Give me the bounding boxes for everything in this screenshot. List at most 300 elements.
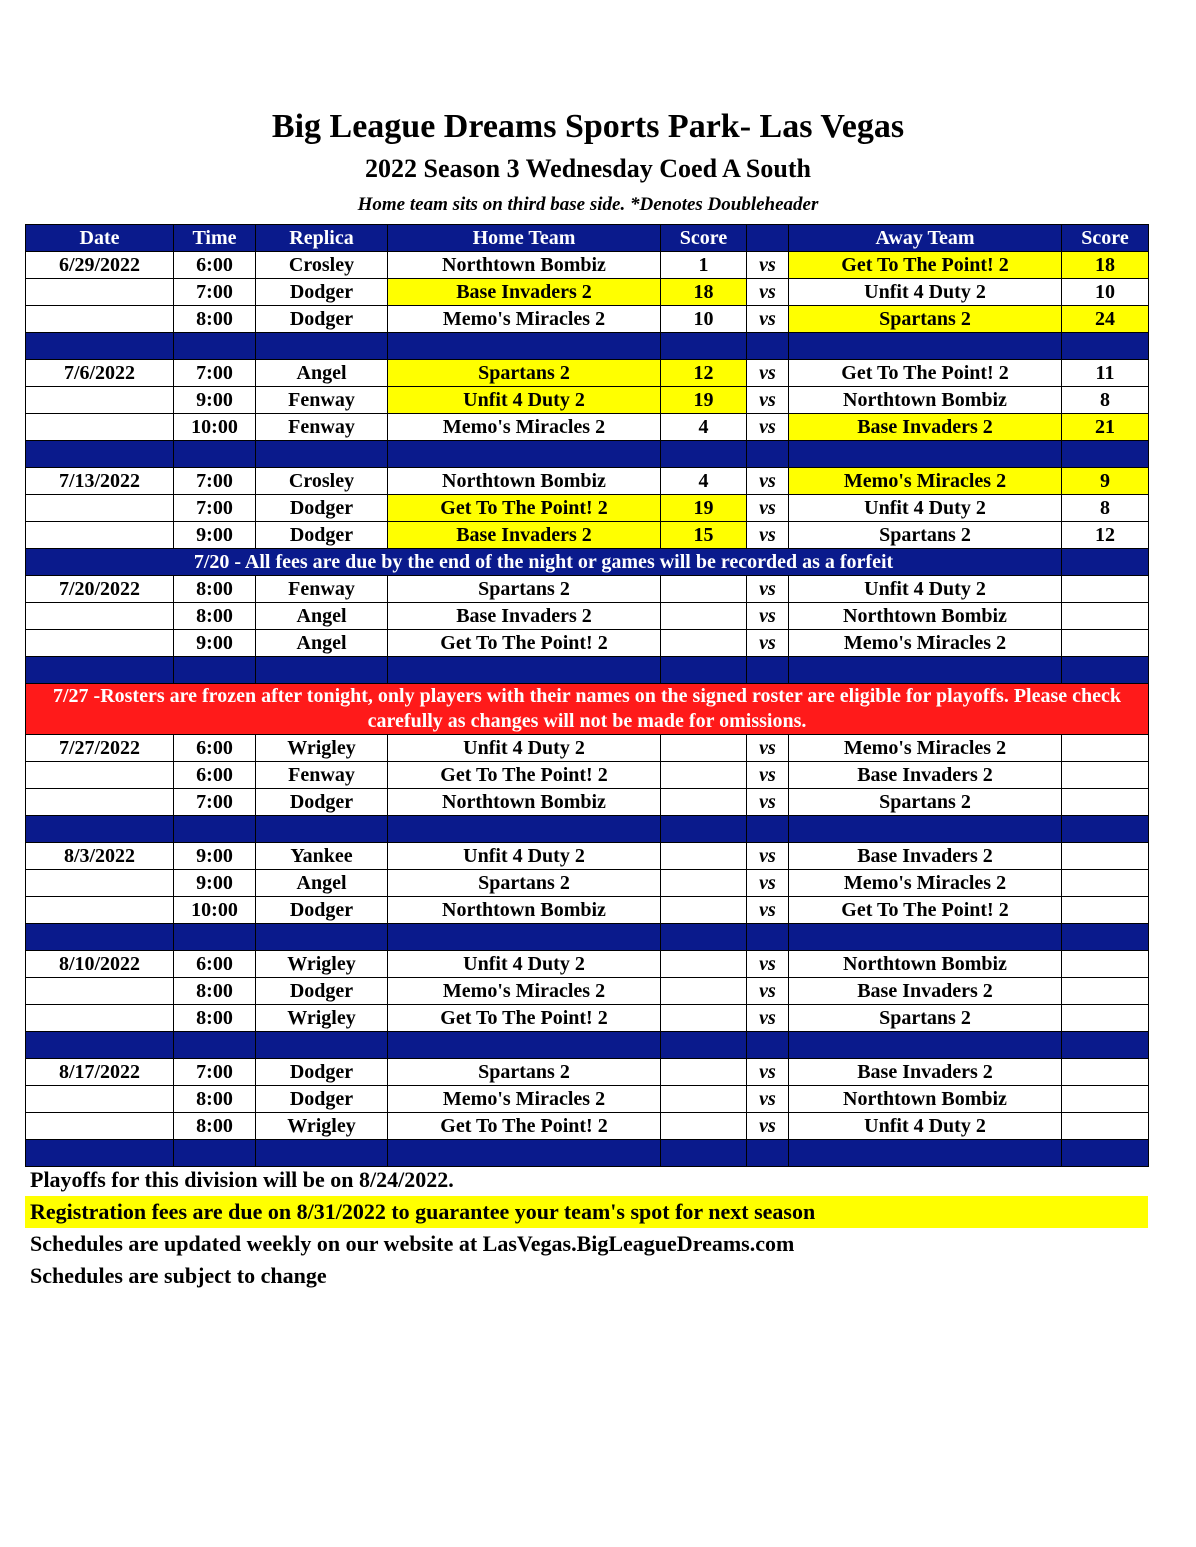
- notice-banner: 7/20 - All fees are due by the end of the night or games will be recorded as a forfeit: [26, 549, 1062, 576]
- game-row: [26, 414, 1149, 441]
- vs-label: vs: [747, 897, 789, 924]
- home-score: 4: [661, 414, 747, 441]
- home-score: [661, 603, 747, 630]
- separator-cell: [747, 657, 789, 684]
- game-date: [26, 306, 174, 333]
- game-row: [26, 468, 1149, 495]
- home-score: [661, 762, 747, 789]
- game-field: Yankee: [256, 843, 388, 870]
- home-team: Memo's Miracles 2: [388, 306, 661, 333]
- vs-label: vs: [747, 252, 789, 279]
- game-time: 7:00: [174, 279, 256, 306]
- away-team: Spartans 2: [789, 1005, 1062, 1032]
- separator-cell: [1062, 816, 1149, 843]
- home-score: 4: [661, 468, 747, 495]
- page-subtitle: 2022 Season 3 Wednesday Coed A South: [365, 154, 811, 183]
- game-time: 9:00: [174, 870, 256, 897]
- game-date: 8/17/2022: [26, 1059, 174, 1086]
- separator-cell: [747, 333, 789, 360]
- separator-cell: [661, 333, 747, 360]
- separator-cell: [661, 1032, 747, 1059]
- game-row: [26, 1059, 1149, 1086]
- registration-note: Registration fees are due on 8/31/2022 to guarantee your team's spot for next season: [25, 1196, 1148, 1228]
- home-team: Spartans 2: [388, 360, 661, 387]
- separator-cell: [174, 657, 256, 684]
- game-time: 8:00: [174, 306, 256, 333]
- vs-label: vs: [747, 522, 789, 549]
- vs-label: vs: [747, 843, 789, 870]
- separator-cell: [1062, 657, 1149, 684]
- game-date: [26, 1113, 174, 1140]
- col-header-time: Time: [174, 225, 256, 252]
- vs-label: vs: [747, 735, 789, 762]
- banner-empty-cell: [1062, 549, 1149, 576]
- game-field: Crosley: [256, 468, 388, 495]
- game-time: 9:00: [174, 843, 256, 870]
- home-team: Spartans 2: [388, 576, 661, 603]
- vs-label: vs: [747, 951, 789, 978]
- col-header-away-team: Away Team: [789, 225, 1062, 252]
- game-time: 6:00: [174, 252, 256, 279]
- game-date: 7/20/2022: [26, 576, 174, 603]
- home-team: Unfit 4 Duty 2: [388, 735, 661, 762]
- game-row: [26, 279, 1149, 306]
- game-date: [26, 978, 174, 1005]
- away-score: 24: [1062, 306, 1149, 333]
- website-note: Schedules are updated weekly on our website at LasVegas.BigLeagueDreams.com: [30, 1231, 795, 1256]
- home-score: [661, 843, 747, 870]
- home-team: Northtown Bombiz: [388, 897, 661, 924]
- game-date: [26, 414, 174, 441]
- game-time: 6:00: [174, 762, 256, 789]
- home-score: [661, 735, 747, 762]
- vs-label: vs: [747, 306, 789, 333]
- separator-cell: [661, 1140, 747, 1167]
- separator-cell: [26, 1032, 174, 1059]
- game-row: [26, 897, 1149, 924]
- game-row: [26, 252, 1149, 279]
- home-score: 19: [661, 387, 747, 414]
- separator-cell: [256, 924, 388, 951]
- game-time: 9:00: [174, 522, 256, 549]
- separator-cell: [26, 816, 174, 843]
- game-date: [26, 789, 174, 816]
- separator-cell: [174, 816, 256, 843]
- roster-alert: 7/27 -Rosters are frozen after tonight, only players with their names on the signed roster are eligible for playoffs. Please check carefully as changes will not be made for omissions.: [26, 684, 1149, 735]
- game-row: [26, 1005, 1149, 1032]
- game-field: Dodger: [256, 897, 388, 924]
- separator-cell: [789, 1032, 1062, 1059]
- game-date: [26, 1005, 174, 1032]
- home-score: [661, 1086, 747, 1113]
- vs-label: vs: [747, 279, 789, 306]
- game-time: 6:00: [174, 735, 256, 762]
- home-score: [661, 951, 747, 978]
- game-row: [26, 576, 1149, 603]
- away-team: Memo's Miracles 2: [789, 735, 1062, 762]
- game-date: [26, 279, 174, 306]
- home-team: Northtown Bombiz: [388, 252, 661, 279]
- away-team: Memo's Miracles 2: [789, 468, 1062, 495]
- game-field: Angel: [256, 360, 388, 387]
- game-time: 8:00: [174, 1113, 256, 1140]
- vs-label: vs: [747, 414, 789, 441]
- separator-cell: [789, 441, 1062, 468]
- game-date: [26, 495, 174, 522]
- home-score: 10: [661, 306, 747, 333]
- separator-cell: [388, 657, 661, 684]
- separator-cell: [789, 1140, 1062, 1167]
- table-header-row: [26, 225, 1149, 252]
- away-score: 18: [1062, 252, 1149, 279]
- away-team: Base Invaders 2: [789, 978, 1062, 1005]
- game-field: Dodger: [256, 1086, 388, 1113]
- away-score: [1062, 1086, 1149, 1113]
- separator-cell: [789, 816, 1062, 843]
- home-team: Base Invaders 2: [388, 279, 661, 306]
- home-team: Get To The Point! 2: [388, 1113, 661, 1140]
- vs-label: vs: [747, 1005, 789, 1032]
- away-team: Unfit 4 Duty 2: [789, 1113, 1062, 1140]
- game-field: Dodger: [256, 522, 388, 549]
- vs-label: vs: [747, 576, 789, 603]
- game-field: Dodger: [256, 495, 388, 522]
- home-team: Unfit 4 Duty 2: [388, 951, 661, 978]
- away-score: [1062, 1005, 1149, 1032]
- separator-row: [26, 1140, 1149, 1167]
- game-field: Fenway: [256, 414, 388, 441]
- separator-cell: [661, 657, 747, 684]
- game-field: Fenway: [256, 762, 388, 789]
- game-time: 8:00: [174, 603, 256, 630]
- col-header-date: Date: [26, 225, 174, 252]
- home-score: 15: [661, 522, 747, 549]
- separator-cell: [174, 1032, 256, 1059]
- game-row: [26, 1086, 1149, 1113]
- schedule-body: [26, 252, 1149, 1167]
- vs-label: vs: [747, 1059, 789, 1086]
- game-time: 6:00: [174, 951, 256, 978]
- away-team: Unfit 4 Duty 2: [789, 495, 1062, 522]
- notice-banner-row: [26, 549, 1149, 576]
- home-score: [661, 978, 747, 1005]
- separator-cell: [1062, 1140, 1149, 1167]
- away-score: [1062, 576, 1149, 603]
- home-team: Memo's Miracles 2: [388, 1086, 661, 1113]
- separator-cell: [26, 1140, 174, 1167]
- home-team: Memo's Miracles 2: [388, 978, 661, 1005]
- separator-cell: [789, 657, 1062, 684]
- away-team: Get To The Point! 2: [789, 897, 1062, 924]
- separator-cell: [661, 441, 747, 468]
- separator-cell: [388, 333, 661, 360]
- away-team: Get To The Point! 2: [789, 360, 1062, 387]
- game-time: 7:00: [174, 360, 256, 387]
- game-row: [26, 978, 1149, 1005]
- away-score: [1062, 735, 1149, 762]
- game-field: Dodger: [256, 306, 388, 333]
- vs-label: vs: [747, 978, 789, 1005]
- away-score: 21: [1062, 414, 1149, 441]
- page-title: Big League Dreams Sports Park- Las Vegas: [271, 108, 905, 145]
- separator-row: [26, 657, 1149, 684]
- separator-cell: [388, 924, 661, 951]
- col-header-away-score: Score: [1062, 225, 1149, 252]
- away-score: [1062, 762, 1149, 789]
- vs-label: vs: [747, 468, 789, 495]
- separator-cell: [747, 924, 789, 951]
- col-header-home-score: Score: [661, 225, 747, 252]
- separator-cell: [174, 1140, 256, 1167]
- separator-cell: [661, 816, 747, 843]
- game-row: [26, 789, 1149, 816]
- away-team: Base Invaders 2: [789, 1059, 1062, 1086]
- home-score: [661, 897, 747, 924]
- away-score: [1062, 603, 1149, 630]
- game-row: [26, 495, 1149, 522]
- game-field: Wrigley: [256, 951, 388, 978]
- game-time: 7:00: [174, 789, 256, 816]
- home-team: Memo's Miracles 2: [388, 414, 661, 441]
- away-score: 8: [1062, 495, 1149, 522]
- home-score: [661, 576, 747, 603]
- game-field: Crosley: [256, 252, 388, 279]
- vs-label: vs: [747, 762, 789, 789]
- game-time: 9:00: [174, 387, 256, 414]
- away-team: Base Invaders 2: [789, 762, 1062, 789]
- game-time: 8:00: [174, 576, 256, 603]
- separator-cell: [747, 1032, 789, 1059]
- away-score: [1062, 789, 1149, 816]
- home-score: [661, 630, 747, 657]
- away-score: [1062, 978, 1149, 1005]
- away-score: [1062, 1113, 1149, 1140]
- home-team: Get To The Point! 2: [388, 630, 661, 657]
- home-score: [661, 1059, 747, 1086]
- separator-cell: [1062, 924, 1149, 951]
- game-field: Angel: [256, 603, 388, 630]
- home-team: Northtown Bombiz: [388, 789, 661, 816]
- game-date: 7/27/2022: [26, 735, 174, 762]
- away-team: Unfit 4 Duty 2: [789, 279, 1062, 306]
- away-score: 12: [1062, 522, 1149, 549]
- home-team: Unfit 4 Duty 2: [388, 843, 661, 870]
- game-row: [26, 735, 1149, 762]
- separator-cell: [747, 816, 789, 843]
- home-score: 18: [661, 279, 747, 306]
- game-date: [26, 1086, 174, 1113]
- separator-cell: [256, 441, 388, 468]
- away-score: 8: [1062, 387, 1149, 414]
- vs-label: vs: [747, 495, 789, 522]
- game-date: 7/13/2022: [26, 468, 174, 495]
- separator-row: [26, 816, 1149, 843]
- game-row: [26, 306, 1149, 333]
- vs-label: vs: [747, 1086, 789, 1113]
- game-date: 7/6/2022: [26, 360, 174, 387]
- home-team: Base Invaders 2: [388, 603, 661, 630]
- game-date: [26, 762, 174, 789]
- separator-cell: [174, 333, 256, 360]
- game-date: 8/10/2022: [26, 951, 174, 978]
- schedule-table: [25, 224, 1149, 1167]
- home-team: Get To The Point! 2: [388, 495, 661, 522]
- separator-cell: [1062, 441, 1149, 468]
- game-date: [26, 870, 174, 897]
- separator-cell: [174, 924, 256, 951]
- game-field: Wrigley: [256, 1005, 388, 1032]
- separator-cell: [26, 924, 174, 951]
- away-team: Spartans 2: [789, 789, 1062, 816]
- game-field: Fenway: [256, 576, 388, 603]
- game-field: Fenway: [256, 387, 388, 414]
- separator-cell: [388, 1140, 661, 1167]
- separator-cell: [789, 333, 1062, 360]
- game-field: Wrigley: [256, 735, 388, 762]
- away-team: Memo's Miracles 2: [789, 630, 1062, 657]
- game-row: [26, 522, 1149, 549]
- game-date: 8/3/2022: [26, 843, 174, 870]
- vs-label: vs: [747, 603, 789, 630]
- game-row: [26, 1113, 1149, 1140]
- home-score: 1: [661, 252, 747, 279]
- header-note: Home team sits on third base side. *Denotes Doubleheader: [357, 194, 819, 215]
- away-team: Spartans 2: [789, 306, 1062, 333]
- away-team: Spartans 2: [789, 522, 1062, 549]
- separator-cell: [26, 441, 174, 468]
- away-score: 9: [1062, 468, 1149, 495]
- separator-row: [26, 333, 1149, 360]
- home-team: Spartans 2: [388, 1059, 661, 1086]
- game-field: Angel: [256, 630, 388, 657]
- game-row: [26, 360, 1149, 387]
- game-time: 10:00: [174, 897, 256, 924]
- away-team: Base Invaders 2: [789, 843, 1062, 870]
- game-field: Angel: [256, 870, 388, 897]
- col-header-replica: Replica: [256, 225, 388, 252]
- away-score: [1062, 1059, 1149, 1086]
- home-team: Base Invaders 2: [388, 522, 661, 549]
- separator-cell: [256, 657, 388, 684]
- game-time: 7:00: [174, 468, 256, 495]
- separator-cell: [661, 924, 747, 951]
- home-score: [661, 1113, 747, 1140]
- game-date: [26, 630, 174, 657]
- separator-cell: [388, 441, 661, 468]
- separator-cell: [256, 333, 388, 360]
- home-score: 19: [661, 495, 747, 522]
- col-header-vs: [747, 225, 789, 252]
- separator-cell: [789, 924, 1062, 951]
- home-team: Northtown Bombiz: [388, 468, 661, 495]
- separator-cell: [1062, 1032, 1149, 1059]
- game-date: [26, 387, 174, 414]
- home-score: [661, 789, 747, 816]
- game-time: 8:00: [174, 1005, 256, 1032]
- vs-label: vs: [747, 870, 789, 897]
- game-field: Wrigley: [256, 1113, 388, 1140]
- separator-cell: [26, 657, 174, 684]
- game-time: 10:00: [174, 414, 256, 441]
- col-header-home-team: Home Team: [388, 225, 661, 252]
- game-row: [26, 762, 1149, 789]
- game-row: [26, 387, 1149, 414]
- vs-label: vs: [747, 1113, 789, 1140]
- game-row: [26, 630, 1149, 657]
- away-score: [1062, 870, 1149, 897]
- separator-cell: [388, 816, 661, 843]
- away-team: Northtown Bombiz: [789, 951, 1062, 978]
- home-score: [661, 1005, 747, 1032]
- game-time: 9:00: [174, 630, 256, 657]
- roster-alert-row: [26, 684, 1149, 735]
- separator-cell: [747, 441, 789, 468]
- subject-to-change-note: Schedules are subject to change: [30, 1263, 327, 1288]
- separator-cell: [1062, 333, 1149, 360]
- away-score: 11: [1062, 360, 1149, 387]
- separator-cell: [174, 441, 256, 468]
- away-team: Memo's Miracles 2: [789, 870, 1062, 897]
- vs-label: vs: [747, 789, 789, 816]
- away-score: [1062, 843, 1149, 870]
- game-date: [26, 603, 174, 630]
- game-field: Dodger: [256, 1059, 388, 1086]
- game-row: [26, 603, 1149, 630]
- separator-cell: [747, 1140, 789, 1167]
- away-team: Northtown Bombiz: [789, 603, 1062, 630]
- game-date: 6/29/2022: [26, 252, 174, 279]
- game-row: [26, 843, 1149, 870]
- separator-cell: [256, 1032, 388, 1059]
- home-team: Spartans 2: [388, 870, 661, 897]
- game-row: [26, 951, 1149, 978]
- game-field: Dodger: [256, 789, 388, 816]
- separator-row: [26, 441, 1149, 468]
- separator-row: [26, 1032, 1149, 1059]
- away-score: [1062, 951, 1149, 978]
- game-field: Dodger: [256, 978, 388, 1005]
- home-team: Get To The Point! 2: [388, 1005, 661, 1032]
- away-score: 10: [1062, 279, 1149, 306]
- away-team: Get To The Point! 2: [789, 252, 1062, 279]
- game-time: 8:00: [174, 978, 256, 1005]
- game-time: 7:00: [174, 495, 256, 522]
- game-date: [26, 897, 174, 924]
- home-team: Get To The Point! 2: [388, 762, 661, 789]
- away-score: [1062, 897, 1149, 924]
- game-time: 7:00: [174, 1059, 256, 1086]
- away-team: Northtown Bombiz: [789, 1086, 1062, 1113]
- separator-cell: [388, 1032, 661, 1059]
- game-row: [26, 870, 1149, 897]
- home-score: [661, 870, 747, 897]
- separator-cell: [256, 816, 388, 843]
- away-team: Unfit 4 Duty 2: [789, 576, 1062, 603]
- home-score: 12: [661, 360, 747, 387]
- away-team: Base Invaders 2: [789, 414, 1062, 441]
- home-team: Unfit 4 Duty 2: [388, 387, 661, 414]
- vs-label: vs: [747, 387, 789, 414]
- vs-label: vs: [747, 360, 789, 387]
- separator-row: [26, 924, 1149, 951]
- game-field: Dodger: [256, 279, 388, 306]
- separator-cell: [256, 1140, 388, 1167]
- away-team: Northtown Bombiz: [789, 387, 1062, 414]
- game-date: [26, 522, 174, 549]
- playoffs-note: Playoffs for this division will be on 8/24/2022.: [30, 1167, 454, 1192]
- game-time: 8:00: [174, 1086, 256, 1113]
- away-score: [1062, 630, 1149, 657]
